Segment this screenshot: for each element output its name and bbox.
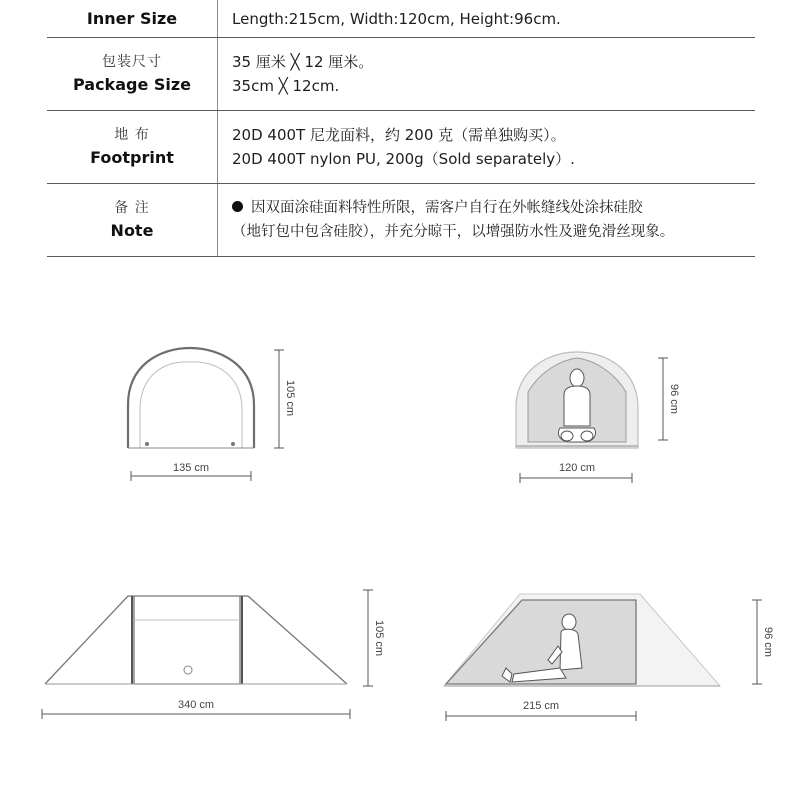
spec-label-cn: 备 注 — [114, 200, 150, 216]
spec-label-en: Note — [110, 221, 154, 240]
side-outer-width-label: 340 cm — [177, 699, 215, 711]
spec-value-line: 35cm ╳ 12cm. — [232, 77, 340, 95]
front-inner-height-label: 96 cm — [668, 384, 680, 414]
spec-value-line: 35 厘米 ╳ 12 厘米。 — [232, 53, 374, 71]
front-outer-width-label: 135 cm — [172, 462, 210, 474]
side-outer-height-label: 105 cm — [373, 619, 385, 657]
side-outer-diagram — [42, 590, 385, 719]
spec-label-en: Inner Size — [86, 8, 178, 28]
spec-value-line: Length:215cm, Width:120cm, Height:96cm. — [232, 9, 561, 28]
vent-icon — [184, 666, 192, 674]
spec-label-cn: 包装尺寸 — [102, 54, 162, 70]
front-outer-height-label: 105 cm — [284, 379, 296, 417]
front-inner-width-label: 120 cm — [558, 462, 596, 474]
note-text: 因双面涂硅面料特性所限，需客户自行在外帐缝线处涂抹硅胶 — [251, 200, 643, 216]
front-outer-arc — [128, 348, 254, 448]
spec-value-line: 20D 400T 尼龙面料，约 200 克（需单独购买）。 — [232, 126, 566, 144]
side-outer-guy-right — [240, 596, 347, 684]
spec-value-line: （地钉包中包含硅胶），并充分晾干，以增强防水性及避免滑丝现象。 — [232, 224, 675, 240]
stake-point — [231, 442, 235, 446]
front-inner-diagram — [516, 352, 680, 483]
spec-value-line: 20D 400T nylon PU, 200g（Sold separately）. — [232, 150, 575, 168]
spec-label-en: Package Size — [72, 75, 192, 94]
side-outer-guy-left — [45, 596, 134, 684]
side-inner-width-label: 215 cm — [522, 700, 560, 712]
spec-label-cn: 地 布 — [114, 127, 150, 143]
side-inner-height-label: 96 cm — [762, 627, 774, 657]
front-outer-fly-edge — [140, 362, 242, 448]
front-outer-diagram — [128, 348, 296, 481]
stake-point — [145, 442, 149, 446]
side-outer-body — [134, 596, 240, 684]
spec-label-en: Footprint — [90, 148, 174, 167]
side-inner-diagram — [444, 594, 774, 721]
